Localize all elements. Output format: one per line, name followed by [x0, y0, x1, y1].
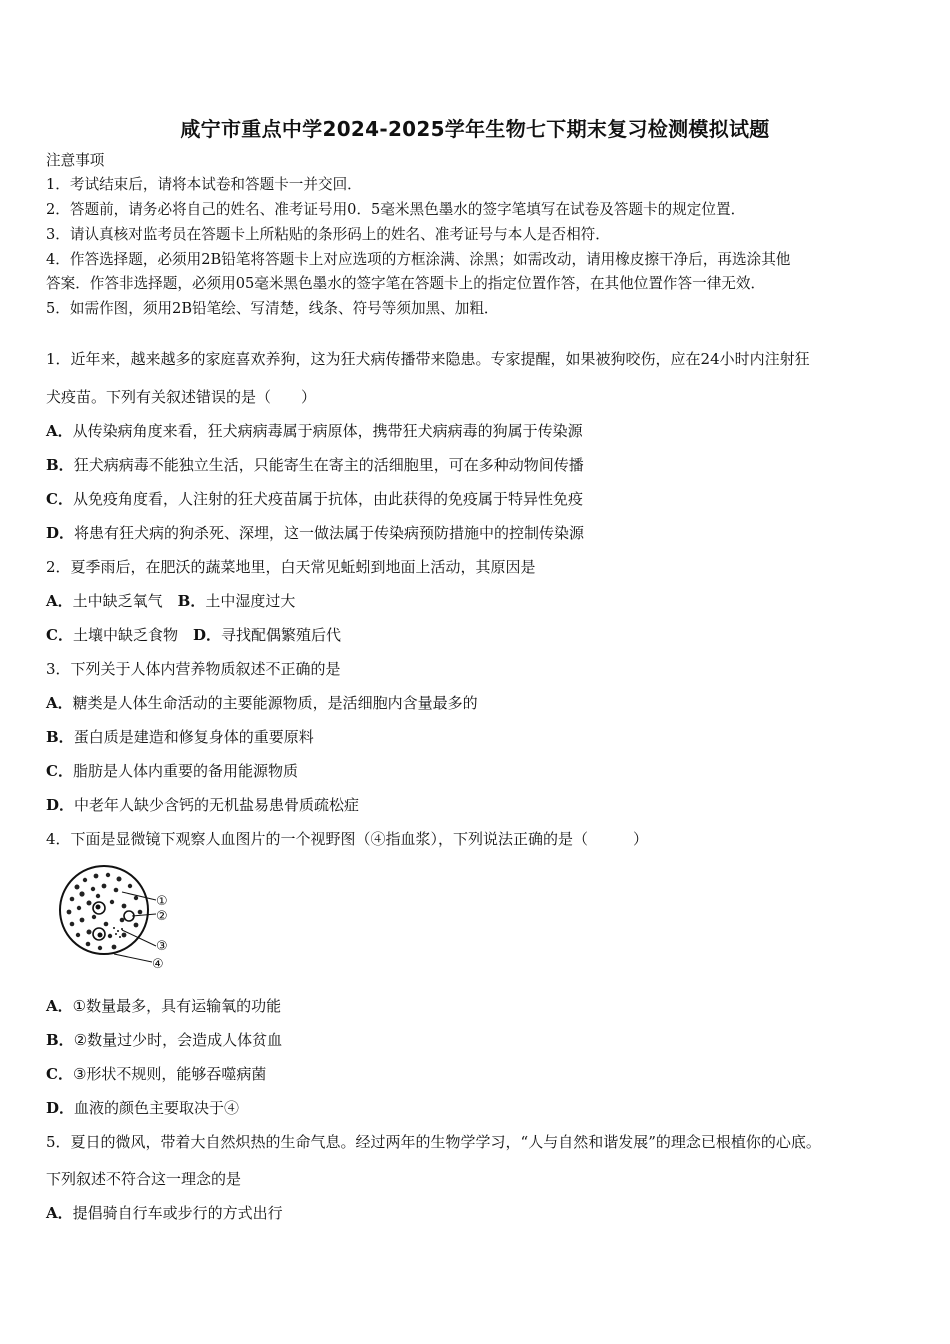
option-text: 土中湿度过大	[205, 592, 296, 610]
question-5-stem-cont: 下列叙述不符合这一理念的是	[46, 1170, 242, 1188]
notice-line: 5．如需作图，须用2B铅笔绘、写清楚，线条、符号等须加黑、加粗．	[46, 300, 499, 317]
option-letter: A．	[46, 422, 73, 440]
question-2-stem: 2．夏季雨后，在肥沃的蔬菜地里，白天常见蚯蚓到地面上活动，其原因是	[46, 558, 536, 576]
question-3-option-b	[46, 727, 314, 747]
option-letter: A．	[46, 592, 73, 610]
question-5-option-a	[46, 1203, 283, 1223]
option-text: 蛋白质是建造和修复身体的重要原料	[73, 728, 314, 746]
option-letter: C．	[46, 1065, 73, 1083]
question-3-option-c	[46, 761, 298, 781]
option-text: 脂肪是人体内重要的备用能源物质	[72, 762, 298, 780]
option-letter: A．	[46, 997, 73, 1015]
figure-label-2: ②	[156, 909, 168, 924]
question-1-option-a	[46, 421, 583, 441]
option-letter: A．	[46, 1204, 73, 1222]
option-letter: B．	[46, 728, 74, 746]
question-3-stem: 3．下列关于人体内营养物质叙述不正确的是	[46, 660, 341, 678]
option-text: 从免疫角度看，人注射的狂犬疫苗属于抗体，由此获得的免疫属于特异性免疫	[72, 490, 583, 508]
question-3-option-d	[46, 795, 359, 815]
blood-smear-figure	[52, 862, 182, 974]
figure-label-3: ③	[156, 939, 168, 954]
option-letter: A．	[46, 694, 73, 712]
question-1-stem-cont: 犬疫苗。下列有关叙述错误的是（ ）	[46, 388, 317, 406]
option-text: 中老年人缺少含钙的无机盐易患骨质疏松症	[74, 796, 360, 814]
option-letter: D．	[192, 626, 221, 644]
question-4-option-b	[46, 1030, 282, 1050]
question-2-options-ab	[46, 591, 295, 611]
option-letter: B．	[177, 592, 206, 610]
notice-line: 4．作答选择题，必须用2B铅笔将答题卡上对应选项的方框涂满、涂黑；如需改动，请用橡皮擦干净后，再选涂其他	[46, 251, 791, 268]
notice-line: 3．请认真核对监考员在答题卡上所粘贴的条形码上的姓名、准考证号与本人是否相符．	[46, 226, 610, 243]
option-text: 糖类是人体生命活动的主要能源物质，是活细胞内含量最多的	[72, 694, 478, 712]
option-text: 提倡骑自行车或步行的方式出行	[72, 1204, 283, 1222]
question-1-stem: 1．近年来，越来越多的家庭喜欢养狗，这为狂犬病传播带来隐患。专家提醒，如果被狗咬伤，应在24小时内注射狂	[46, 350, 810, 368]
option-letter: C．	[46, 626, 73, 644]
option-text: 血液的颜色主要取决于④	[74, 1099, 240, 1117]
option-text: 狂犬病病毒不能独立生活，只能寄生在寄主的活细胞里，可在多种动物间传播	[73, 456, 584, 474]
question-1-option-d	[46, 523, 584, 543]
option-letter: B．	[46, 456, 74, 474]
option-letter: B．	[46, 1031, 74, 1049]
question-4-stem: 4．下面是显微镜下观察人血图片的一个视野图（④指血浆），下列说法正确的是（ ）	[46, 830, 649, 848]
option-text: ①数量最多，具有运输氧的功能	[72, 997, 282, 1015]
figure-label-1: ①	[156, 894, 168, 909]
option-text: 寻找配偶繁殖后代	[220, 626, 341, 644]
notice-line: 答案．作答非选择题，必须用05毫米黑色墨水的签字笔在答题卡上的指定位置作答，在其他位置作答一律无效．	[46, 275, 766, 292]
option-letter: D．	[46, 1099, 75, 1117]
option-text: 土壤中缺乏食物	[72, 626, 178, 644]
option-text: 从传染病角度来看，狂犬病病毒属于病原体，携带狂犬病病毒的狗属于传染源	[72, 422, 583, 440]
option-letter: C．	[46, 762, 73, 780]
question-5-stem: 5．夏日的微风，带着大自然炽热的生命气息。经过两年的生物学学习，“人与自然和谐发展”的理念已根植你的心底。	[46, 1133, 821, 1151]
option-text: ③形状不规则，能够吞噬病菌	[72, 1065, 267, 1083]
option-text: 土中缺乏氧气	[72, 592, 163, 610]
figure-label-4: ④	[152, 957, 164, 972]
question-4-option-c	[46, 1064, 266, 1084]
question-4-option-d	[46, 1098, 239, 1118]
question-1-option-c	[46, 489, 583, 509]
option-text: ②数量过少时，会造成人体贫血	[73, 1031, 283, 1049]
question-2-options-cd	[46, 625, 341, 645]
notice-line: 2．答题前，请务必将自己的姓名、准考证号用0．5毫米黑色墨水的签字笔填写在试卷及答题卡的规定位置．	[46, 201, 746, 218]
option-text: 将患有狂犬病的狗杀死、深埋，这一做法属于传染病预防措施中的控制传染源	[74, 524, 585, 542]
question-4-option-a	[46, 996, 281, 1016]
option-letter: D．	[46, 796, 75, 814]
page-title: 咸宁市重点中学2024-2025学年生物七下期末复习检测模拟试题	[180, 117, 770, 141]
option-letter: C．	[46, 490, 73, 508]
notice-line: 1．考试结束后，请将本试卷和答题卡一并交回．	[46, 176, 362, 193]
notice-heading: 注意事项	[46, 152, 105, 169]
question-1-option-b	[46, 455, 584, 475]
option-letter: D．	[46, 524, 75, 542]
question-3-option-a	[46, 693, 478, 713]
